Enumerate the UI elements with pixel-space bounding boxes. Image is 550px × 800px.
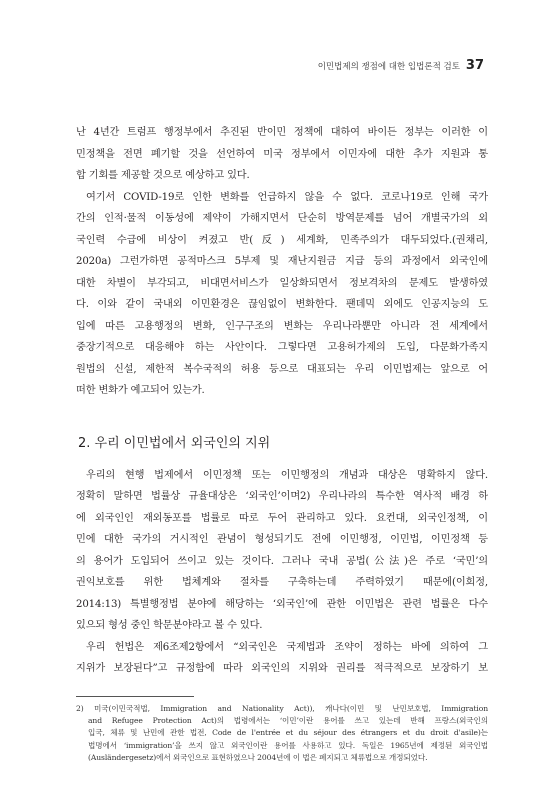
text-line: 난 4년간 트럼프 행정부에서 추진된 반이민 정책에 대하여 바이든 정부는 이러한 이: [76, 127, 488, 138]
text-line: 있으되 형성 중인 학문분야라고 볼 수 있다.: [76, 620, 263, 631]
text-line: 지위가 보장된다”고 규정함에 따라 외국인의 지위와 권리를 적극적으로 보장하기 보: [76, 663, 488, 674]
paragraph-covid: [76, 187, 488, 402]
paragraph-constitution: [76, 637, 488, 680]
text-line: 의 용어가 도입되어 쓰이고 있는 것이다. 그러나 국내 공법(公法)은 주로 ‘국민’의: [76, 555, 488, 567]
running-title: 이민법제의 쟁점에 대한 입법론적 검토: [317, 62, 460, 72]
footnote-line: 2) 미국(이민국적법, Immigration and Nationality Act)), 캐나다(이민 및 난민보호법, Immigration: [76, 703, 488, 713]
footnote-line: 입국, 체류 및 난민에 관한 법전, Code de l'entrée et du séjour des étrangers et du droit d'asile)는: [88, 728, 488, 738]
text-line: 다. 이와 같이 국내외 이민환경은 끊임없이 변화한다. 팬데믹 외에도 인공지능의 도: [76, 299, 488, 310]
text-line: 에 외국인인 재외동포를 법률로 따로 두어 관리하고 있다. 요컨대, 외국인정책, 이: [76, 512, 488, 524]
footnote-line: (Ausländergesetz)에서 외국인으로 표현하였으나 2004년에 이 법은 폐지되고 체류법으로 개정되었다.: [88, 753, 428, 763]
text-line: 정확히 말하면 법률상 규율대상은 ‘외국인’이며2) 우리나라의 특수한 역사적 배경 하: [76, 491, 488, 502]
text-line: 대한 차별이 부각되고, 비대면서비스가 일상화되면서 정보격차의 문제도 발생하였: [76, 277, 488, 289]
text-line: 간의 인적·물적 이동성에 제약이 가해지면서 단순히 방역문제를 넘어 개별국가의 외: [76, 213, 488, 224]
text-line: 민정책을 전면 폐기할 것을 선언하여 미국 정부에서 이민자에 대한 추가 지원과 통: [76, 148, 488, 160]
paragraph-legal-status: [76, 465, 488, 637]
text-line: 우리 헌법은 제6조제2항에서 “외국인은 국제법과 조약이 정하는 바에 의하여 그: [86, 641, 488, 653]
page-header: [318, 58, 484, 73]
footnote: [76, 703, 488, 765]
paragraph-continued: [76, 122, 488, 187]
text-line: 입에 따른 고용행정의 변화, 인구구조의 변화는 우리나라뿐만 아니라 전 세계에서: [76, 320, 488, 332]
text-line: 권익보호를 위한 법체계와 절차를 구축하는데 주력하였기 때문에(이희정,: [76, 577, 488, 588]
text-line: 중장기적으로 대응해야 하는 사안이다. 그렇다면 고용허가제의 도입, 다문화가족지: [76, 342, 488, 353]
text-line: 2014:13) 특별행정법 분야에 해당하는 ‘외국인’에 관한 이민법은 관련 법률은 다수: [76, 598, 488, 610]
footnote-divider: [76, 696, 194, 697]
page-body: [76, 122, 488, 765]
text-line: 민에 대한 국가의 거시적인 관념이 형성되기도 전에 이민행정, 이민법, 이민정책 등: [76, 534, 488, 545]
footnote-line: and Refugee Protection Act)의 법령에서는 ‘이민’이란 용어를 쓰고 있는데 반해 프랑스(외국인의: [88, 715, 488, 725]
text-line: 합 기회를 제공할 것으로 예상하고 있다.: [76, 170, 250, 181]
section-heading: 2. 우리 이민법에서 외국인의 지위: [78, 435, 271, 451]
text-line: 국인력 수급에 비상이 켜졌고 반(反) 세계화, 민족주의가 대두되었다.(권채리,: [76, 234, 488, 246]
footnote-line: 법명에서 ‘immigration’을 쓰지 않고 외국인이란 용어를 사용하고 있다. 독일은 1965년에 제정된 외국인법: [88, 740, 488, 750]
text-line: 2020a) 그런가하면 공적마스크 5부제 및 재난지원금 지급 등의 과정에서 외국인에: [76, 256, 488, 267]
text-line: 여기서 COVID-19로 인한 변화를 언급하지 않을 수 없다. 코로나19로 인해 국가: [86, 191, 488, 203]
text-line: 떠한 변화가 예고되어 있는가.: [76, 385, 205, 396]
page-number: 37: [465, 58, 484, 73]
text-line: 우리의 현행 법제에서 이민정책 또는 이민행정의 개념과 대상은 명확하지 않다.: [86, 469, 488, 481]
text-line: 원법의 신설, 제한적 복수국적의 허용 등으로 대표되는 우리 이민법제는 앞으로 어: [76, 363, 488, 375]
